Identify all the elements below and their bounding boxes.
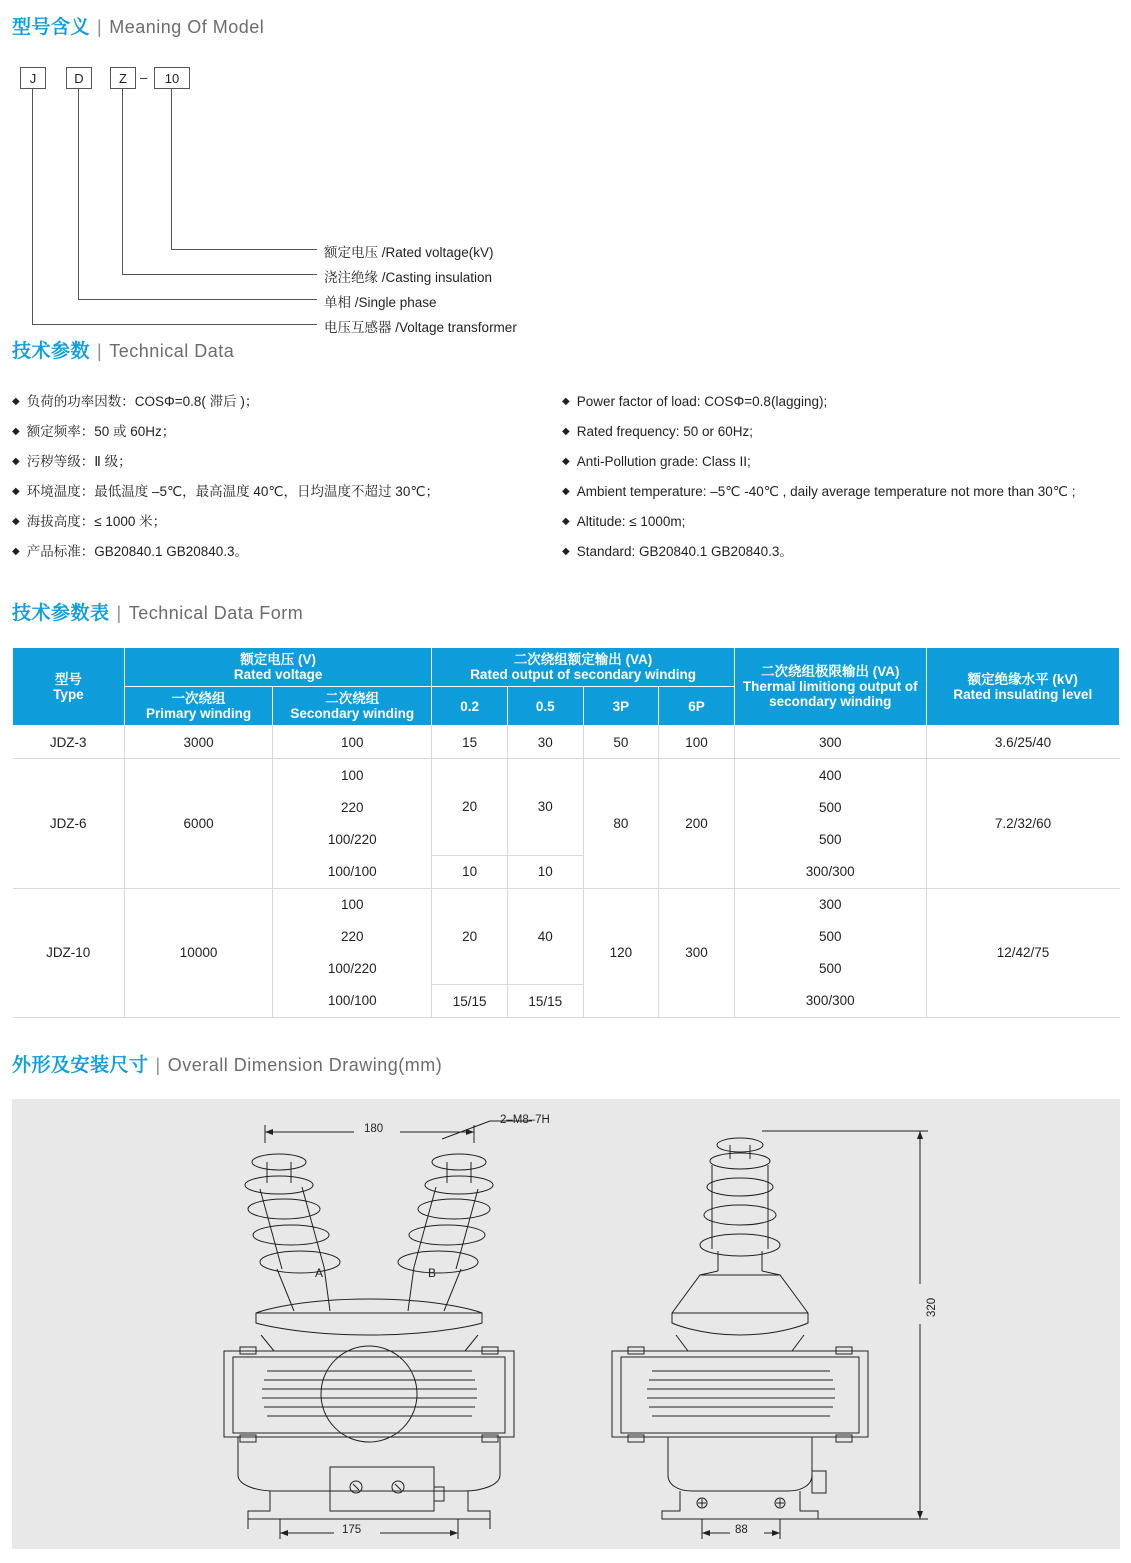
cell-secondary: 100 — [273, 759, 432, 792]
tech-item-text: Ambient temperature: –5℃ -40℃ , daily average temperature not more than 30℃ ; — [576, 484, 1076, 499]
tech-item — [562, 447, 1112, 477]
cell-thermal: 300 — [734, 726, 926, 759]
cell-class-3p: 120 — [583, 888, 659, 1018]
cell-class-6p: 300 — [659, 888, 735, 1018]
heading-en: Overall Dimension Drawing(mm) — [167, 1055, 443, 1075]
diamond-bullet-icon: ◆ — [562, 426, 570, 437]
meaning-of-model-section — [12, 12, 1112, 335]
cell-class-05: 30 — [507, 726, 583, 759]
leader-line-transformer-horizontal — [32, 324, 317, 325]
col-header-class-02: 0.2 — [432, 687, 508, 726]
tech-item — [562, 537, 1112, 567]
table-header — [13, 648, 1120, 726]
tech-item-text: 负荷的功率因数：COSΦ=0.8( 滞后 )； — [26, 394, 259, 409]
col-header-rated-output — [432, 648, 735, 687]
meaning-of-model-heading — [12, 12, 1112, 39]
diamond-bullet-icon: ◆ — [562, 486, 570, 497]
cell-thermal: 300 — [734, 888, 926, 921]
model-code-j: J — [20, 67, 46, 89]
col-header-rated-voltage-en: Rated voltage — [233, 667, 323, 682]
col-header-secondary-winding-en: Secondary winding — [290, 706, 415, 721]
tech-item — [12, 477, 562, 507]
heading-cn: 外形及安装尺寸 — [12, 1055, 149, 1076]
diamond-bullet-icon: ◆ — [12, 426, 20, 437]
dimension-drawing-svg — [12, 1099, 1120, 1549]
model-code-10: 10 — [154, 67, 190, 89]
cell-secondary: 220 — [273, 791, 432, 823]
col-header-secondary-winding-cn: 二次绕组 — [325, 691, 380, 706]
leader-line-insulation-vertical — [122, 89, 123, 274]
col-header-insulating-level-cn: 额定绝缘水平 (kV) — [967, 671, 1078, 687]
heading-separator: | — [97, 17, 103, 37]
technical-data-form-section — [12, 598, 1120, 1018]
svg-text:B: B — [428, 1266, 437, 1280]
leader-line-transformer-vertical — [32, 89, 33, 324]
tech-item — [12, 447, 562, 477]
tech-item — [562, 417, 1112, 447]
heading-cn: 型号含义 — [12, 17, 91, 38]
col-header-class-6p: 6P — [659, 687, 735, 726]
technical-data-english-column — [562, 387, 1112, 567]
col-header-type — [13, 648, 125, 726]
technical-data-form-heading — [12, 598, 1120, 625]
cell-thermal: 500 — [734, 921, 926, 953]
tech-item-text: 污秽等级：Ⅱ 级； — [26, 454, 132, 469]
table-header-row-1 — [13, 648, 1120, 687]
tech-item-text: Power factor of load: COSΦ=0.8(lagging); — [576, 394, 828, 409]
diamond-bullet-icon: ◆ — [12, 516, 20, 527]
cell-class-05: 30 — [507, 759, 583, 856]
dimension-drawing-figure — [12, 1099, 1120, 1549]
cell-class-6p: 100 — [659, 726, 735, 759]
tech-item — [12, 417, 562, 447]
heading-separator: | — [116, 603, 122, 623]
cell-thermal: 500 — [734, 953, 926, 985]
model-label-voltage-transformer: 电压互感器 /Voltage transformer — [324, 320, 517, 335]
overall-dimension-heading — [12, 1050, 1120, 1077]
heading-separator: | — [155, 1055, 161, 1075]
col-header-class-05: 0.5 — [507, 687, 583, 726]
leader-line-phase-vertical — [78, 89, 79, 299]
col-header-class-3p: 3P — [583, 687, 659, 726]
cell-class-3p: 80 — [583, 759, 659, 889]
cell-thermal: 400 — [734, 759, 926, 792]
cell-thermal: 500 — [734, 823, 926, 855]
leader-line-phase-horizontal — [78, 299, 317, 300]
leader-line-insulation-horizontal — [122, 274, 317, 275]
cell-class-05: 15/15 — [507, 985, 583, 1018]
diamond-bullet-icon: ◆ — [562, 516, 570, 527]
cell-secondary: 220 — [273, 921, 432, 953]
table-body — [13, 726, 1120, 1018]
cell-class-3p: 50 — [583, 726, 659, 759]
col-header-primary-winding — [124, 687, 272, 726]
leader-line-voltage-vertical — [171, 89, 172, 249]
dim-label-bolt-spec: 2–M8–7H — [500, 1114, 550, 1126]
table-row — [13, 759, 1120, 792]
diamond-bullet-icon: ◆ — [562, 396, 570, 407]
tech-item — [12, 507, 562, 537]
col-header-thermal-output-cn: 二次绕组极限输出 (VA) — [760, 664, 900, 679]
technical-data-table — [12, 647, 1120, 1018]
col-header-insulating-level — [926, 648, 1119, 726]
cell-class-05: 10 — [507, 855, 583, 888]
heading-en: Technical Data Form — [128, 603, 304, 623]
svg-text:A: A — [315, 1266, 324, 1280]
cell-insulating: 12/42/75 — [926, 888, 1119, 1018]
tech-item — [12, 387, 562, 417]
cell-insulating: 7.2/32/60 — [926, 759, 1119, 889]
cell-primary: 3000 — [124, 726, 272, 759]
col-header-rated-output-en: Rated output of secondary winding — [470, 667, 696, 682]
col-header-rated-voltage-cn: 额定电压 (V) — [240, 652, 316, 667]
tech-item-text: Altitude: ≤ 1000m; — [576, 514, 686, 529]
model-label-single-phase: 单相 /Single phase — [324, 295, 437, 310]
cell-thermal: 500 — [734, 791, 926, 823]
technical-data-chinese-column — [12, 387, 562, 567]
diamond-bullet-icon: ◆ — [12, 396, 20, 407]
tech-item — [562, 507, 1112, 537]
cell-secondary: 100/100 — [273, 855, 432, 888]
technical-data-section — [12, 336, 1112, 567]
cell-class-02: 15 — [432, 726, 508, 759]
tech-item-text: 环境温度：最低温度 –5℃，最高温度 40℃，日均温度不超过 30℃； — [26, 484, 439, 499]
tech-item — [12, 537, 562, 567]
tech-item-text: 海拔高度：≤ 1000 米； — [26, 514, 167, 529]
tech-item — [562, 387, 1112, 417]
heading-cn: 技术参数表 — [12, 603, 110, 624]
col-header-thermal-output — [734, 648, 926, 726]
overall-dimension-section — [12, 1050, 1120, 1549]
leader-line-voltage-horizontal — [171, 249, 317, 250]
cell-type: JDZ-10 — [13, 888, 125, 1018]
dim-label-front-width: 180 — [364, 1123, 384, 1135]
model-code-dash: – — [140, 70, 148, 85]
technical-data-heading — [12, 336, 1112, 363]
tech-item-text: Rated frequency: 50 or 60Hz; — [576, 424, 754, 439]
cell-class-05: 40 — [507, 888, 583, 985]
cell-secondary: 100 — [273, 888, 432, 921]
cell-class-02: 10 — [432, 855, 508, 888]
diamond-bullet-icon: ◆ — [12, 486, 20, 497]
col-header-rated-voltage — [124, 648, 431, 687]
col-header-insulating-level-en: Rated insulating level — [953, 686, 1093, 702]
technical-data-columns — [12, 387, 1112, 567]
col-header-rated-output-cn: 二次绕组额定输出 (VA) — [513, 652, 653, 667]
table-row — [13, 888, 1120, 921]
cell-primary: 10000 — [124, 888, 272, 1018]
tech-item-text: Standard: GB20840.1 GB20840.3。 — [576, 544, 793, 559]
diamond-bullet-icon: ◆ — [12, 546, 20, 557]
cell-class-02: 15/15 — [432, 985, 508, 1018]
heading-en: Technical Data — [109, 341, 235, 361]
dim-label-side-height: 320 — [926, 1297, 938, 1317]
cell-type: JDZ-3 — [13, 726, 125, 759]
col-header-thermal-output-en: Thermal limitiong output of secondary winding — [742, 679, 918, 709]
tech-item-text: 额定频率：50 或 60Hz； — [26, 424, 176, 439]
model-code-d: D — [66, 67, 92, 89]
col-header-type-cn: 型号 — [54, 671, 82, 687]
diamond-bullet-icon: ◆ — [12, 456, 20, 467]
dim-label-front-base: 175 — [342, 1524, 362, 1536]
cell-secondary: 100/220 — [273, 823, 432, 855]
cell-secondary: 100/220 — [273, 953, 432, 985]
heading-separator: | — [97, 341, 103, 361]
cell-thermal: 300/300 — [734, 985, 926, 1018]
model-label-rated-voltage: 额定电压 /Rated voltage(kV) — [324, 245, 494, 260]
model-code-diagram — [12, 59, 1112, 335]
col-header-primary-winding-en: Primary winding — [146, 706, 252, 721]
heading-en: Meaning Of Model — [109, 17, 265, 37]
model-label-casting-insulation: 浇注绝缘 /Casting insulation — [324, 270, 493, 285]
cell-primary: 6000 — [124, 759, 272, 889]
cell-secondary: 100 — [273, 726, 432, 759]
cell-class-6p: 200 — [659, 759, 735, 889]
cell-class-02: 20 — [432, 888, 508, 985]
tech-item-text: Anti-Pollution grade: Class II; — [576, 454, 751, 469]
table-row — [13, 726, 1120, 759]
diamond-bullet-icon: ◆ — [562, 456, 570, 467]
model-code-z: Z — [110, 67, 136, 89]
cell-secondary: 100/100 — [273, 985, 432, 1018]
dim-label-side-base: 88 — [735, 1524, 748, 1536]
cell-thermal: 300/300 — [734, 855, 926, 888]
heading-cn: 技术参数 — [12, 341, 91, 362]
col-header-primary-winding-cn: 一次绕组 — [171, 691, 226, 706]
tech-item-text: 产品标准：GB20840.1 GB20840.3。 — [26, 544, 249, 559]
col-header-secondary-winding — [273, 687, 432, 726]
cell-class-02: 20 — [432, 759, 508, 856]
col-header-type-en: Type — [53, 686, 84, 702]
tech-item — [562, 477, 1112, 507]
cell-type: JDZ-6 — [13, 759, 125, 889]
cell-insulating: 3.6/25/40 — [926, 726, 1119, 759]
diamond-bullet-icon: ◆ — [562, 546, 570, 557]
